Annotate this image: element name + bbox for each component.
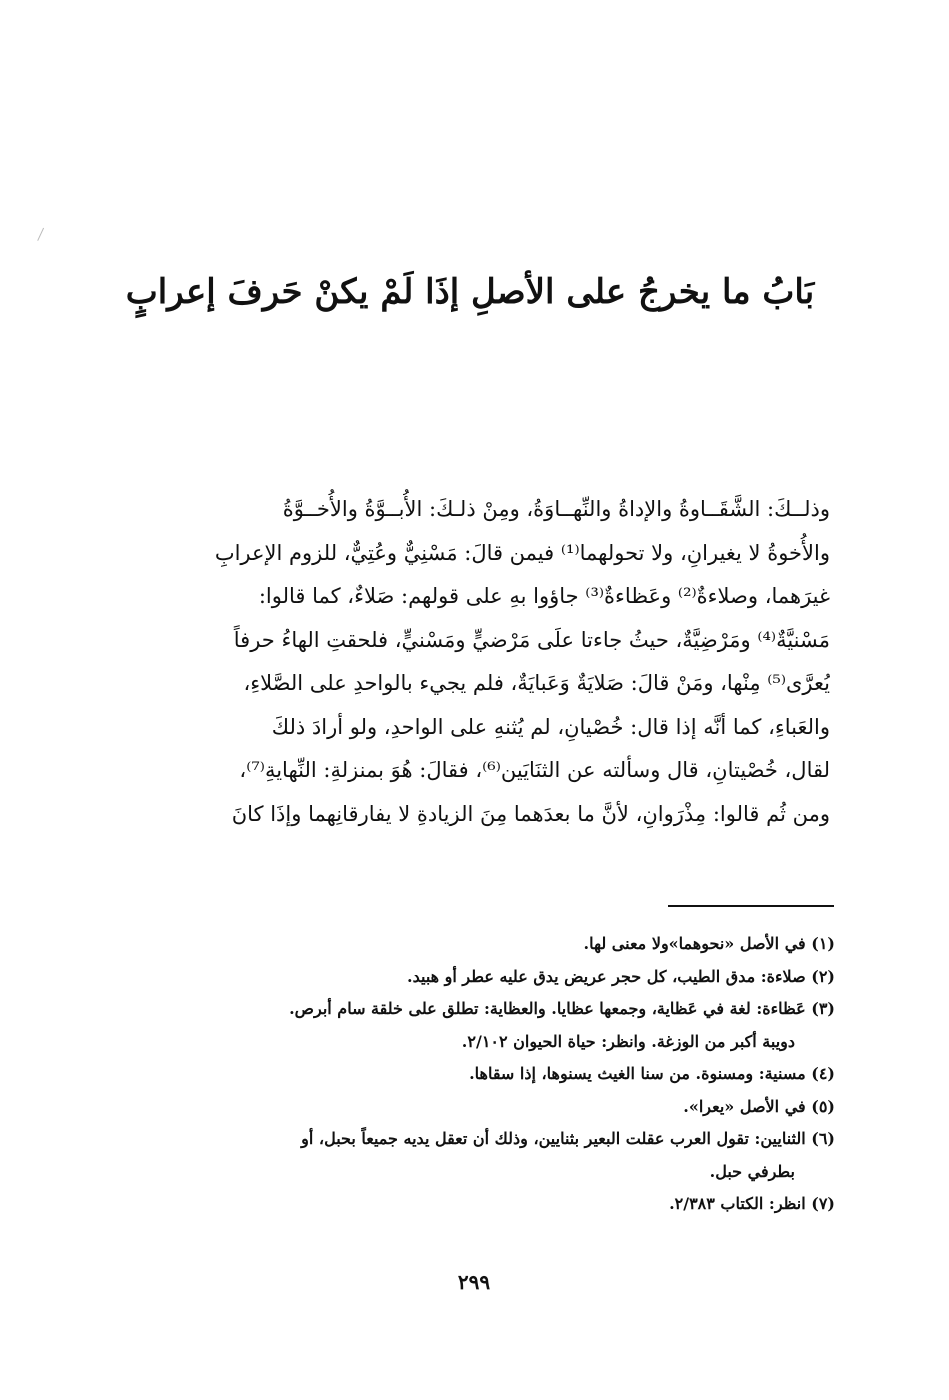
footnote-3-continuation: دويبة أكبر من الوزغة. وانظر: حياة الحيوان ٢/١٠٢. — [461, 1031, 795, 1051]
footnote-1: (١) في الأصل «نحوهما»ولا معنى لها. — [583, 934, 835, 953]
footnote-separator — [668, 905, 834, 907]
body-line: يُعرَّى⁽⁵⁾ مِنْها، ومَنْ قالَ: صَلايَةٌ وَعَبايَةٌ، فلم يجيء بالواحدِ على الصَّلاءِ، — [243, 671, 830, 695]
footnote-6: (٦) الثنايين: تقول العرب عقلت البعير بثنايين، وذلك أن تعقل يديه جميعاً بحبل، أو — [301, 1129, 835, 1148]
footnote-5: (٥) في الأصل «يعرا». — [683, 1096, 835, 1116]
chapter-title: بَابُ ما يخرجُ على الأصلِ إذَا لَمْ يكنْ حَرفَ إعرابٍ — [125, 272, 815, 312]
body-line: وذلــكَ: الشَّقَــاوةُ والإداةُ والنِّهــاوَةُ، ومِنْ ذلـكَ: الأُبــوَّةُ والأُخــوَّةُ — [282, 497, 830, 521]
body-line: غيرَهما، وصلاءةٌ⁽²⁾ وعَظاءةٌ⁽³⁾ جاؤوا بهِ على قولهم: صَلاءٌ، كما قالوا: — [258, 584, 830, 608]
body-line: ومن ثُم قالوا: مِذْرَوانِ، لأنَّ ما بعدَهما مِنَ الزيادةِ لا يفارقانِهما وإذَا كانَ — [231, 801, 830, 826]
scan-speck — [37, 228, 47, 242]
body-line: لقال، خُصْيتانِ، قال وسألته عن الثنَايَين⁽⁶⁾، فقالَ: هُوَ بمنزلةِ: النِّهايةِ⁽⁷⁾، — [239, 758, 830, 782]
footnote-4: (٤) مسنية: ومسنوة. من سنا الغيث يسنوها، إذا سقاها. — [469, 1064, 835, 1083]
body-text — [130, 488, 830, 836]
page-number: ٢٩٩ — [457, 1270, 491, 1294]
footnotes — [130, 928, 835, 1221]
footnote-6-continuation: بطرفي حبل. — [709, 1161, 795, 1181]
body-line: والعَباءِ، كما أنَّه إذا قال: خُصْيانِ، لم يُثنهِ على الواحدِ، ولو أرادَ ذلكَ — [271, 714, 830, 739]
body-line: مَسْنيَّةٌ⁽⁴⁾ ومَرْضِيَّةٌ، حيثُ جاءتا علَى مَرْضيٍّ ومَسْنيٍّ، فلحقتِ الهاءُ حرفاً — [233, 627, 830, 652]
footnote-3: (٣) عَظاءة: لغة في عَظاية، وجمعها عظايا. والعظاية: تطلق على خلقة سام أبرص. — [289, 999, 835, 1018]
footnote-7: (٧) انظر: الكتاب ٢/٣٨٣. — [669, 1194, 835, 1213]
body-line: والأُخوةُ لا يغيرانِ، ولا تحولهما⁽¹⁾ فيمن قالَ: مَسْنِيٌّ وعُتِيٌّ، للزوم الإعرابِ — [214, 540, 830, 565]
footnote-2: (٢) صلاءة: مدق الطيب، كل حجر عريض يدق عليه عطر أو هبيد. — [407, 966, 835, 986]
